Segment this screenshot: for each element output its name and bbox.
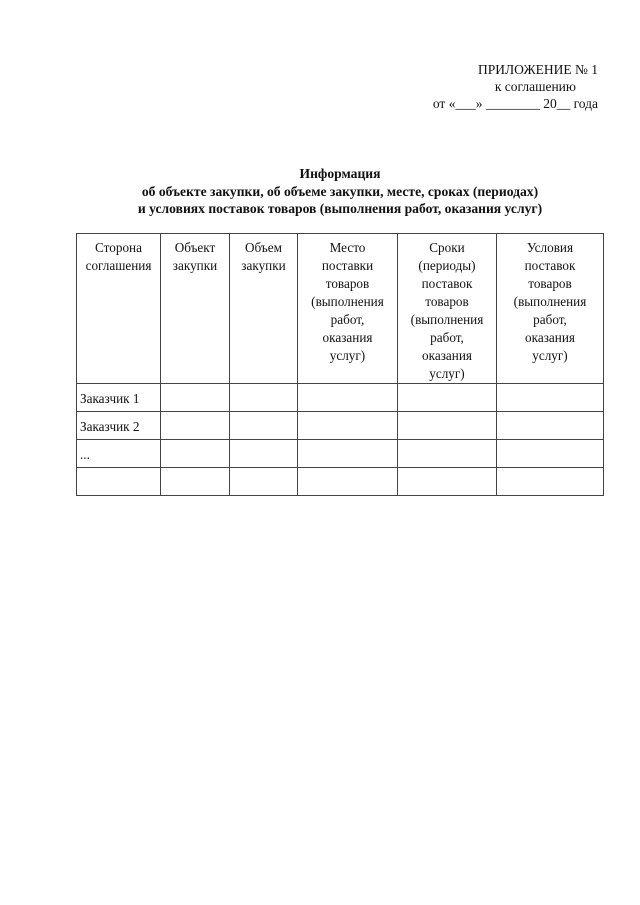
column-header-line: соглашения xyxy=(85,258,152,273)
column-header-line: поставок xyxy=(421,276,473,291)
column-header-line: Сторона xyxy=(95,240,142,255)
document-title xyxy=(40,165,640,218)
column-header xyxy=(298,234,398,384)
column-header-line: (выполнения xyxy=(311,294,384,309)
table-cell xyxy=(230,468,298,496)
appendix-date-line: от «___» ________ 20__ года xyxy=(432,96,598,111)
table-cell xyxy=(230,384,298,412)
column-header xyxy=(77,234,161,384)
column-header xyxy=(398,234,497,384)
party-cell: Заказчик 1 xyxy=(77,384,161,412)
column-header xyxy=(497,234,604,384)
column-header-line: (периоды) xyxy=(418,258,476,273)
column-header-line: Сроки xyxy=(429,240,465,255)
table-cell xyxy=(298,384,398,412)
column-header-line: оказания xyxy=(525,330,575,345)
appendix-number: ПРИЛОЖЕНИЕ № 1 xyxy=(477,62,598,77)
table-cell xyxy=(161,384,230,412)
appendix-block xyxy=(338,61,598,112)
table-body xyxy=(77,384,604,496)
column-header-line: поставок xyxy=(524,258,576,273)
column-header-line: Условия xyxy=(526,240,574,255)
table-cell xyxy=(161,468,230,496)
column-header-line: товаров xyxy=(528,276,572,291)
table-row xyxy=(77,468,604,496)
title-line-1: Информация xyxy=(299,166,381,181)
column-header-line: Объект xyxy=(174,240,216,255)
column-header xyxy=(230,234,298,384)
table-cell xyxy=(161,440,230,468)
table-row xyxy=(77,384,604,412)
column-header-line: (выполнения xyxy=(410,312,484,327)
title-line-2: об объекте закупки, об объеме закупки, месте, сроках (периодах) xyxy=(141,183,539,199)
column-header-line: закупки xyxy=(172,258,218,273)
column-header-line: Объем xyxy=(245,240,282,255)
table-cell xyxy=(230,440,298,468)
column-header-line: оказания xyxy=(422,348,472,363)
column-header-line: работ, xyxy=(533,312,567,327)
table-row xyxy=(77,440,604,468)
column-header-line: оказания xyxy=(322,330,373,345)
party-cell xyxy=(77,468,161,496)
table-cell xyxy=(497,440,604,468)
table-cell xyxy=(398,384,497,412)
table-cell xyxy=(398,440,497,468)
column-header-line: закупки xyxy=(241,258,286,273)
column-header-line: Место xyxy=(329,240,366,255)
column-header-line: товаров xyxy=(425,294,469,309)
table-cell xyxy=(497,384,604,412)
column-header-line: работ, xyxy=(430,330,464,345)
appendix-agreement-ref: к соглашению xyxy=(494,79,576,94)
table-cell xyxy=(298,440,398,468)
party-cell: Заказчик 2 xyxy=(77,412,161,440)
table-cell xyxy=(161,412,230,440)
column-header xyxy=(161,234,230,384)
table-header-row xyxy=(77,234,604,384)
column-header-line: товаров xyxy=(325,276,370,291)
column-header-line: (выполнения xyxy=(513,294,587,309)
table-cell xyxy=(398,468,497,496)
column-header-line: поставки xyxy=(321,258,374,273)
table-cell xyxy=(298,468,398,496)
title-line-3: и условиях поставок товаров (выполнения работ, оказания услуг) xyxy=(137,201,543,216)
table-cell xyxy=(497,412,604,440)
table-cell xyxy=(298,412,398,440)
table-cell xyxy=(497,468,604,496)
procurement-info-table xyxy=(76,233,604,496)
table-row xyxy=(77,412,604,440)
party-cell: ... xyxy=(77,440,161,468)
column-header-line: работ, xyxy=(330,312,365,327)
table-cell xyxy=(230,412,298,440)
table-cell xyxy=(398,412,497,440)
column-header-line: услуг) xyxy=(329,348,366,363)
column-header-line: услуг) xyxy=(429,366,465,381)
column-header-line: услуг) xyxy=(532,348,568,363)
